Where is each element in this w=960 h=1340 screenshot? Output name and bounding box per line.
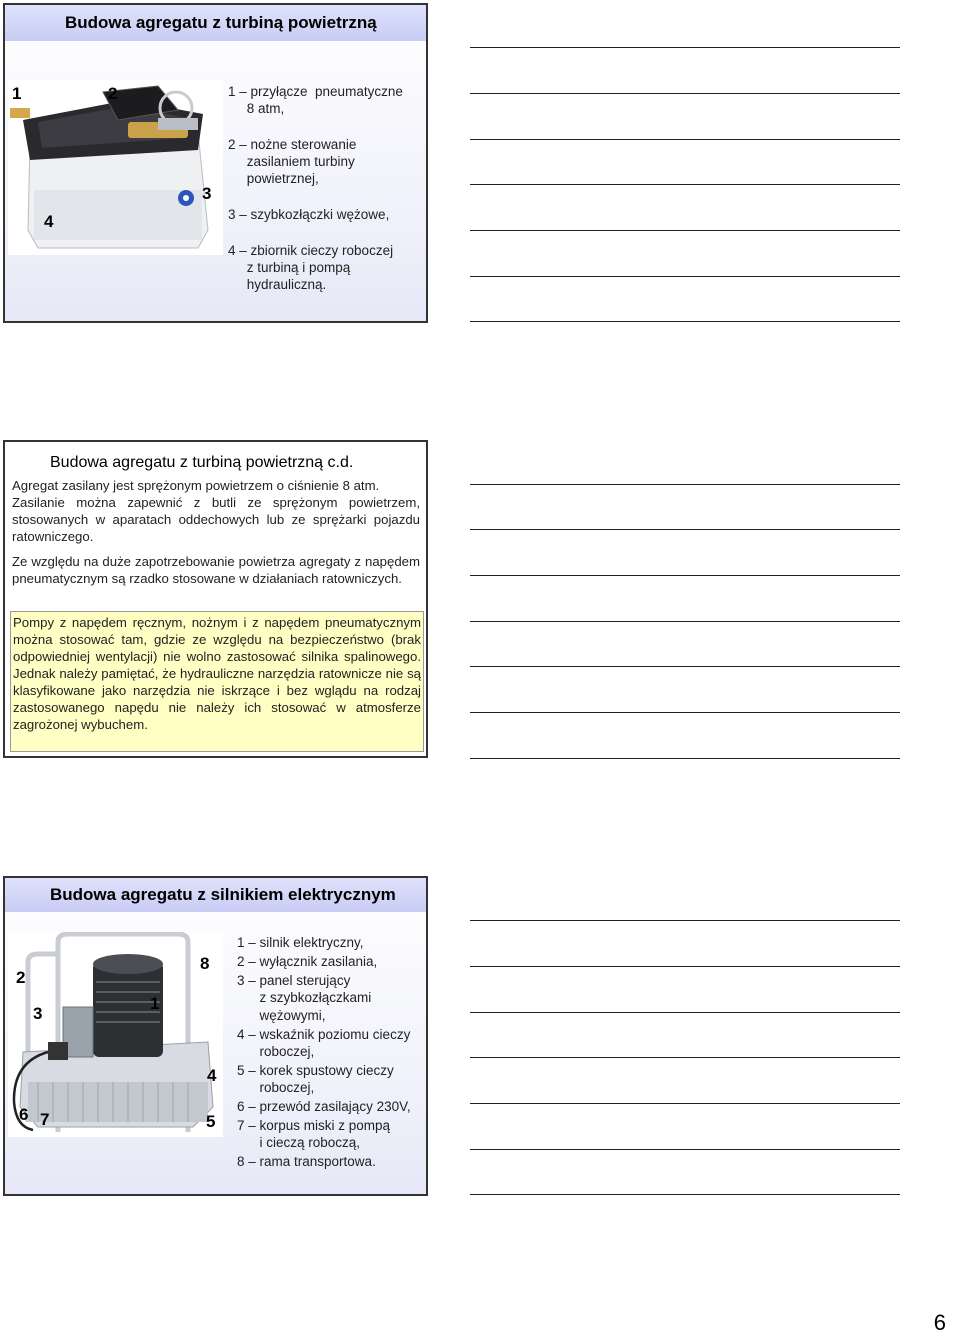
- paragraph-2: Zasilanie można zapewnić z butli ze sprężonym powietrzem, stosowanych w aparatach oddechowych lub ze sprężarki pojazdu ratowniczego.: [12, 495, 420, 544]
- legend-line: powietrznej,: [228, 171, 319, 186]
- note-line: [470, 758, 900, 759]
- legend-line: 3 – panel sterujący: [237, 972, 351, 988]
- legend-line: zasilaniem turbiny: [228, 154, 355, 169]
- callout-7: 7: [40, 1110, 50, 1129]
- callout-5: 5: [206, 1112, 216, 1131]
- paragraph-3: Ze względu na duże zapotrzebowanie powietrza agregaty z napędem pneumatycznym są rzadko stosowane w działaniach ratowniczych.: [12, 554, 420, 586]
- note-line: [470, 1012, 900, 1013]
- callout-3: 3: [33, 1004, 43, 1023]
- slide-1-title: Budowa agregatu z turbiną powietrzną: [65, 13, 377, 32]
- slide-2-title: Budowa agregatu z turbiną powietrzną c.d.: [50, 454, 354, 471]
- legend-line: i cieczą roboczą,: [237, 1135, 361, 1151]
- slide-1-legend: [228, 83, 403, 293]
- note-line: [470, 321, 900, 322]
- note-line: [470, 230, 900, 231]
- note-line: [470, 1057, 900, 1058]
- note-line: [470, 184, 900, 185]
- callout-1: 1: [12, 84, 22, 103]
- callout-1: 1: [150, 994, 160, 1013]
- slide-3-title-band: [5, 878, 426, 912]
- legend-line: 8 atm,: [228, 101, 285, 116]
- slide-3-legend: [237, 934, 411, 1171]
- callout-8: 8: [200, 954, 210, 973]
- legend-line: [228, 117, 403, 136]
- legend-line: 4 – wskaźnik poziomu cieczy: [237, 1026, 411, 1042]
- note-line: [470, 484, 900, 485]
- callout-2: 2: [16, 968, 26, 987]
- legend-line: wężowymi,: [237, 1007, 326, 1023]
- note-line: [470, 47, 900, 48]
- legend-line: 5 – korek spustowy cieczy: [237, 1062, 394, 1078]
- note-line: [470, 276, 900, 277]
- note-line: [470, 1194, 900, 1195]
- legend-line: 6 – przewód zasilający 230V,: [237, 1099, 411, 1115]
- note-line: [470, 575, 900, 576]
- legend-line: z szybkozłączkami: [237, 990, 372, 1006]
- legend-line: 8 – rama transportowa.: [237, 1154, 376, 1170]
- page-number: 6: [933, 1310, 946, 1335]
- warning-box: [10, 611, 424, 752]
- callout-4: 4: [44, 212, 54, 231]
- legend-line: 1 – silnik elektryczny,: [237, 935, 364, 950]
- legend-line: [228, 223, 403, 242]
- note-line: [470, 621, 900, 622]
- legend-line: 7 – korpus miski z pompą: [237, 1118, 391, 1134]
- note-line: [470, 666, 900, 667]
- legend-line: 3 – szybkozłączki wężowe,: [228, 207, 390, 222]
- note-line: [470, 1149, 900, 1150]
- electric-pump-photo: [8, 932, 223, 1137]
- callout-2: 2: [108, 84, 118, 103]
- legend-line: [228, 187, 403, 206]
- legend-line: hydrauliczną.: [228, 277, 327, 292]
- note-line: [470, 93, 900, 94]
- pneumatic-pump-photo: [8, 80, 223, 255]
- legend-line: roboczej,: [237, 1080, 315, 1096]
- legend-line: 1 – przyłącze pneumatyczne: [228, 84, 403, 99]
- legend-line: z turbiną i pompą: [228, 260, 351, 275]
- note-line: [470, 1103, 900, 1104]
- legend-line: 4 – zbiornik cieczy roboczej: [228, 243, 394, 258]
- note-line: [470, 966, 900, 967]
- warning-text: Pompy z napędem ręcznym, nożnym i z napędem pneumatycznym można stosować tam, gdzie ze względu na bezpieczeństwo (brak odpowiedniej wentylacji) nie wolno zastosować silnika spalinowego. Jednak należy pamiętać, że hydrauliczne narzędzia ratownicze nie są klasyfikowane jako narzędzia nie iskrzące i bez wglądu na rodzaj zastosowanego napędu nie należy ich stosować w atmosferze zagrożonej wybuchem.: [13, 615, 421, 732]
- paragraph-1: Agregat zasilany jest sprężonym powietrzem o ciśnienie 8 atm.: [12, 478, 380, 493]
- slide-1-title-band: [5, 5, 426, 41]
- note-line: [470, 139, 900, 140]
- callout-3: 3: [202, 184, 212, 203]
- note-line: [470, 529, 900, 530]
- note-line: [470, 920, 900, 921]
- slide-3-title: Budowa agregatu z silnikiem elektrycznym: [50, 885, 396, 904]
- note-line: [470, 712, 900, 713]
- legend-line: 2 – nożne sterowanie: [228, 137, 357, 152]
- legend-line: roboczej,: [237, 1043, 315, 1059]
- callout-4: 4: [207, 1066, 217, 1085]
- legend-line: 2 – wyłącznik zasilania,: [237, 953, 378, 969]
- callout-6: 6: [19, 1105, 29, 1124]
